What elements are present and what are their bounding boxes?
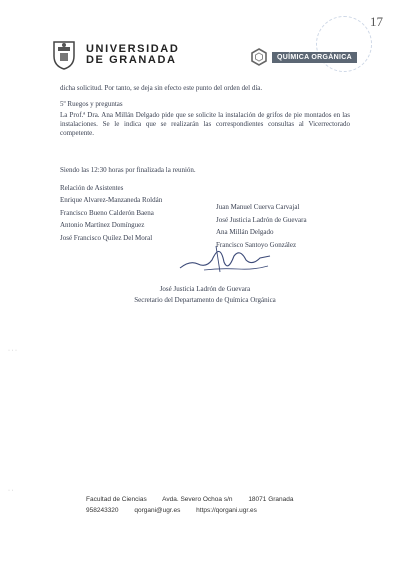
university-name bbox=[86, 44, 179, 66]
attendees-left-list bbox=[60, 194, 200, 244]
university-logo bbox=[52, 40, 179, 70]
signatory-name: José Justicia Ladrón de Guevara bbox=[159, 285, 251, 293]
attendee-name: José Justicia Ladrón de Guevara bbox=[216, 215, 307, 224]
footer-address bbox=[86, 496, 308, 503]
attendee-name: Antonio Martínez Domínguez bbox=[60, 221, 145, 229]
footer-address-part: Avda. Severo Ochoa s/n bbox=[162, 496, 233, 503]
section-paragraph: La Prof.ª Dra. Ana Millán Delgado pide que se solicite la instalación de grifos de pie montados en las instalaciones. Se le indica que se realizarán las correspondientes consultas al Vicerrectorado competente. bbox=[60, 111, 350, 137]
page-number: 17 bbox=[370, 14, 383, 29]
attendee-name: Enrique Alvarez-Manzaneda Roldán bbox=[60, 196, 163, 204]
university-name-line2: DE GRANADA bbox=[86, 54, 177, 66]
attendee-name: Francisco Santoyo González bbox=[216, 240, 297, 249]
attendee-name: Juan Manuel Cuerva Carvajal bbox=[216, 203, 300, 211]
footer-address-part: 18071 Granada bbox=[248, 496, 294, 503]
attendee-name: Francisco Bueno Calderón Baena bbox=[60, 208, 154, 217]
scan-artifact: · · bbox=[8, 488, 14, 494]
attendee-name: José Francisco Quílez Del Moral bbox=[60, 233, 153, 242]
attendee-name: Ana Millán Delgado bbox=[216, 228, 274, 236]
footer-address-part: Facultad de Ciencias bbox=[86, 496, 147, 503]
footer-website: https://qorgani.ugr.es bbox=[196, 507, 257, 514]
university-name-line1: UNIVERSIDAD bbox=[86, 43, 180, 55]
signatory-title: Secretario del Departamento de Química Orgánica bbox=[134, 296, 276, 304]
footer-contact bbox=[86, 507, 271, 514]
department-logo bbox=[250, 48, 357, 66]
section-heading: 5º Ruegos y preguntas bbox=[60, 100, 123, 108]
attendees-heading: Relación de Asistentes bbox=[60, 184, 124, 192]
hexagon-molecule-icon bbox=[250, 48, 268, 66]
department-label: QUÍMICA ORGÁNICA bbox=[272, 52, 357, 63]
continuation-text: dicha solicitud. Por tanto, se deja sin efecto este punto del orden del día. bbox=[60, 84, 263, 92]
university-crest-icon bbox=[52, 40, 76, 70]
scan-artifact: · · · bbox=[8, 348, 17, 354]
handwritten-signature bbox=[176, 238, 274, 276]
closing-text: Siendo las 12:30 horas por finalizada la reunión. bbox=[60, 166, 196, 174]
footer-phone: 958243320 bbox=[86, 507, 119, 514]
footer-email: qorgani@ugr.es bbox=[134, 507, 181, 514]
